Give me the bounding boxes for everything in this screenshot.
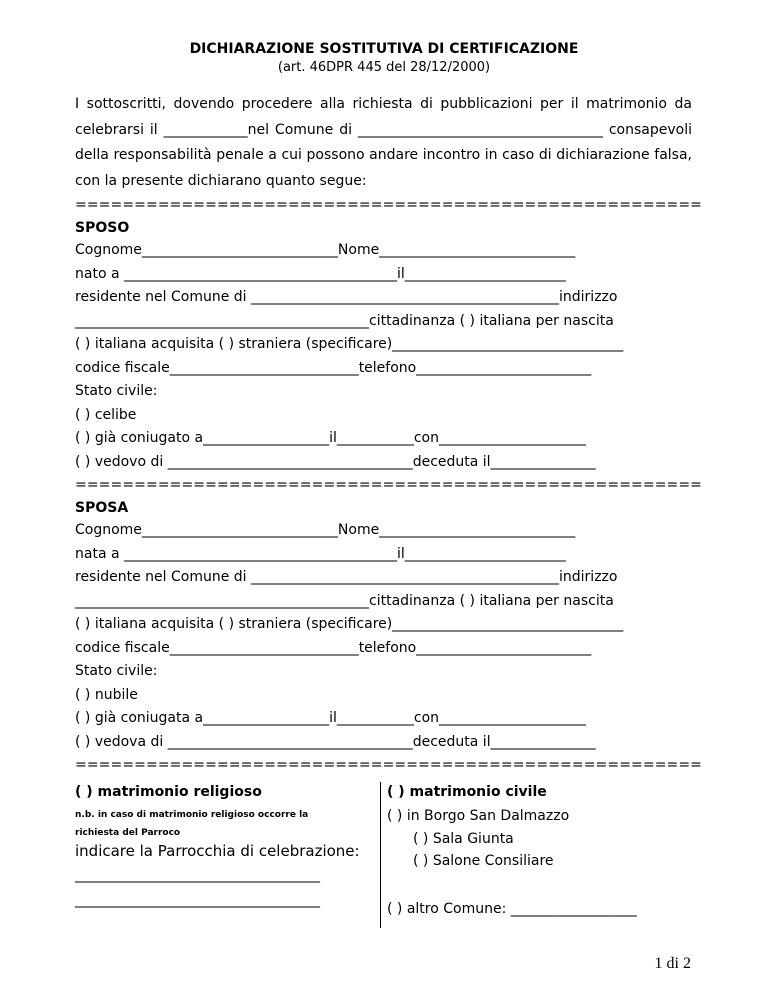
- sposo-codice-fiscale-line[interactable]: codice fiscale___________________________telefono_________________________: [75, 360, 592, 376]
- sposo-cittadinanza-line[interactable]: __________________________________________cittadinanza ( ) italiana per nascita: [75, 313, 614, 329]
- borgo-option[interactable]: ( ) in Borgo San Dalmazzo: [387, 808, 570, 824]
- altro-comune-option[interactable]: ( ) altro Comune: __________________: [387, 901, 637, 917]
- sposa-cognome-nome-line[interactable]: Cognome____________________________Nome____________________________: [75, 522, 576, 538]
- sposo-residenza-line[interactable]: residente nel Comune di ____________________________________________indirizzo: [75, 289, 618, 305]
- sposo-acquisita-line[interactable]: ( ) italiana acquisita ( ) straniera (specificare)_________________________________: [75, 336, 624, 352]
- sposa-nata-line[interactable]: nata a _______________________________________il_______________________: [75, 546, 566, 562]
- page-number: 1 di 2: [654, 955, 691, 972]
- sposo-celibe-option[interactable]: ( ) celibe: [75, 407, 137, 423]
- separator: =====================================================: [75, 197, 703, 213]
- sposa-residenza-line[interactable]: residente nel Comune di ____________________________________________indirizzo: [75, 569, 618, 585]
- separator: =====================================================: [75, 477, 703, 493]
- religioso-note-line2: richiesta del Parroco: [75, 828, 181, 838]
- document-subtitle: (art. 46DPR 445 del 28/12/2000): [277, 60, 491, 75]
- parish-blank-2[interactable]: ___________________________________: [75, 892, 320, 908]
- sala-giunta-option[interactable]: ( ) Sala Giunta: [413, 831, 514, 847]
- sposa-stato-civile-label: Stato civile:: [75, 663, 158, 679]
- sposa-cittadinanza-line[interactable]: __________________________________________cittadinanza ( ) italiana per nascita: [75, 593, 614, 609]
- separator: =====================================================: [75, 757, 703, 773]
- sposa-vedova-line[interactable]: ( ) vedova di ___________________________________deceduta il_______________: [75, 734, 596, 750]
- intro-paragraph: I sottoscritti, dovendo procedere alla richiesta di pubblicazioni per il matrimonio da celebrarsi il ____________nel Comune di ___________________________________ consapevoli della responsabilità penale a cui possono andare incontro in caso di dichiarazione falsa, con la presente dichiarano quanto segue:: [75, 96, 692, 189]
- parish-label: indicare la Parrocchia di celebrazione:: [75, 842, 360, 860]
- sposa-heading: SPOSA: [75, 500, 129, 516]
- document-title: DICHIARAZIONE SOSTITUTIVA DI CERTIFICAZIONE: [189, 41, 579, 57]
- parish-blank-1[interactable]: ___________________________________: [75, 867, 320, 883]
- sposo-nato-line[interactable]: nato a _______________________________________il_______________________: [75, 266, 566, 282]
- sposo-stato-civile-label: Stato civile:: [75, 383, 158, 399]
- salone-consiliare-option[interactable]: ( ) Salone Consiliare: [413, 853, 554, 869]
- sposa-nubile-option[interactable]: ( ) nubile: [75, 687, 138, 703]
- sposa-codice-fiscale-line[interactable]: codice fiscale___________________________telefono_________________________: [75, 640, 592, 656]
- sposo-cognome-nome-line[interactable]: Cognome____________________________Nome____________________________: [75, 242, 576, 258]
- column-divider: [380, 782, 381, 928]
- sposo-heading: SPOSO: [75, 220, 130, 236]
- sposa-acquisita-line[interactable]: ( ) italiana acquisita ( ) straniera (specificare)_________________________________: [75, 616, 624, 632]
- religioso-heading[interactable]: ( ) matrimonio religioso: [75, 784, 262, 800]
- religioso-note-line1: n.b. in caso di matrimonio religioso occorre la: [75, 810, 309, 820]
- sposo-coniugato-line[interactable]: ( ) già coniugato a__________________il___________con_____________________: [75, 430, 586, 446]
- sposo-vedovo-line[interactable]: ( ) vedovo di ___________________________________deceduta il_______________: [75, 454, 596, 470]
- civile-heading[interactable]: ( ) matrimonio civile: [387, 784, 547, 800]
- sposa-coniugata-line[interactable]: ( ) già coniugata a__________________il___________con_____________________: [75, 710, 587, 726]
